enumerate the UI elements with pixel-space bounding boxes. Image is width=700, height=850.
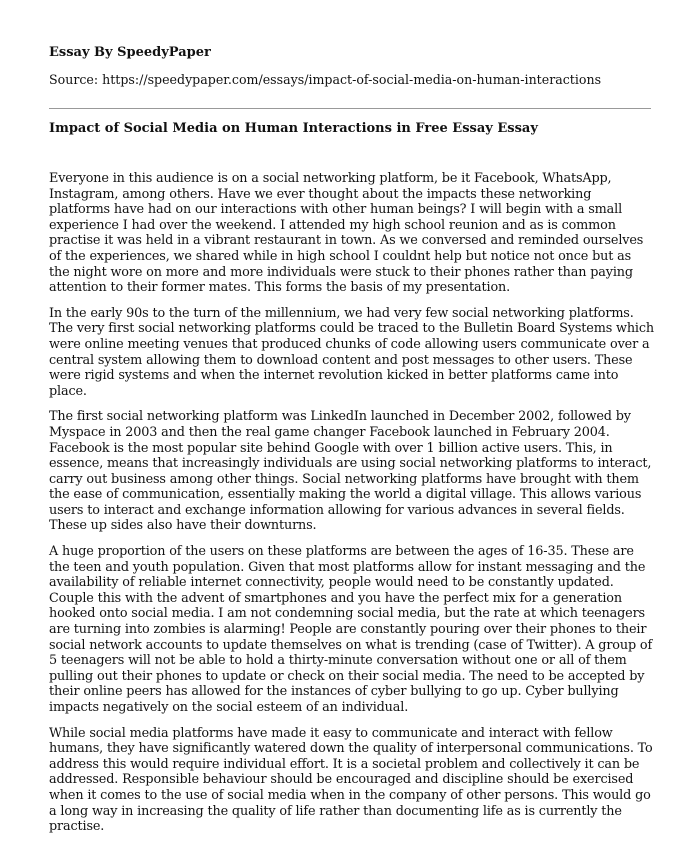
essay-title: Impact of Social Media on Human Interactions in Free Essay Essay [49,121,538,136]
essay-body [49,171,655,845]
essay-paragraph-2: In the early 90s to the turn of the millennium, we had very few social networking platforms. The very first social networking platforms could be traced to the Bulletin Board Systems which were online meeting venues that produced chunks of code allowing users communicate over a central system allowing them to download content and post messages to other users. These were rigid systems and when the internet revolution kicked in better platforms came into place. [49,305,654,399]
essay-paragraph-5: While social media platforms have made it easy to communicate and interact with fellow humans, they have significantly watered down the quality of interpersonal communications. To address this would require individual effort. It is a societal problem and collectively it can be addressed. Responsible behaviour should be encouraged and discipline should be exercised when it comes to the use of social media when in the company of other persons. This would go a long way in increasing the quality of life rather than documenting life as is currently the practise. [49,725,653,835]
essay-paragraph-3: The first social networking platform was LinkedIn launched in December 2002, followed by Myspace in 2003 and then the real game changer Facebook launched in February 2004. Facebook is the most popular site behind Google with over 1 billion active users. This, in essence, means that increasingly individuals are using social networking platforms to interact, carry out business among other things. Social networking platforms have brought with them the ease of communication, essentially making the world a digital village. This allows various users to interact and exchange information allowing for various advances in several fields. These up sides also have their downturns. [49,409,652,534]
essay-paragraph-1: Everyone in this audience is on a social networking platform, be it Facebook, WhatsApp, Instagram, among others. Have we ever thought about the impacts these networking platforms have had on our interactions with other human beings? I will begin with a small experience I had over the weekend. I attended my high school reunion and as is common practise it was held in a vibrant restaurant in town. As we conversed and reminded ourselves of the experiences, we shared while in high school I couldnt help but notice not once but as the night wore on more and more individuals were stuck to their phones rather than paying attention to their former mates. This forms the basis of my presentation. [49,171,644,296]
essay-paragraph-4: A huge proportion of the users on these platforms are between the ages of 16-35. These are the teen and youth population. Given that most platforms allow for instant messaging and the availability of reliable internet connectivity, people would need to be constantly updated. Couple this with the advent of smartphones and you have the perfect mix for a generation hooked onto social media. I am not condemning social media, but the rate at which teenagers are turning into zombies is alarming! People are constantly pouring over their phones to their social network accounts to update themselves on what is trending (case of Twitter). A group of 5 teenagers will not be able to hold a thirty-minute conversation without one or all of them pulling out their phones to update or check on their social media. The need to be accepted by their online peers has allowed for the instances of cyber bullying to go up. Cyber bullying impacts negatively on the social esteem of an individual. [49,544,653,715]
source-line: Source: https://speedypaper.com/essays/impact-of-social-media-on-human-interactions [49,72,602,87]
brand-heading: Essay By SpeedyPaper [49,45,211,60]
header-divider [49,108,651,109]
